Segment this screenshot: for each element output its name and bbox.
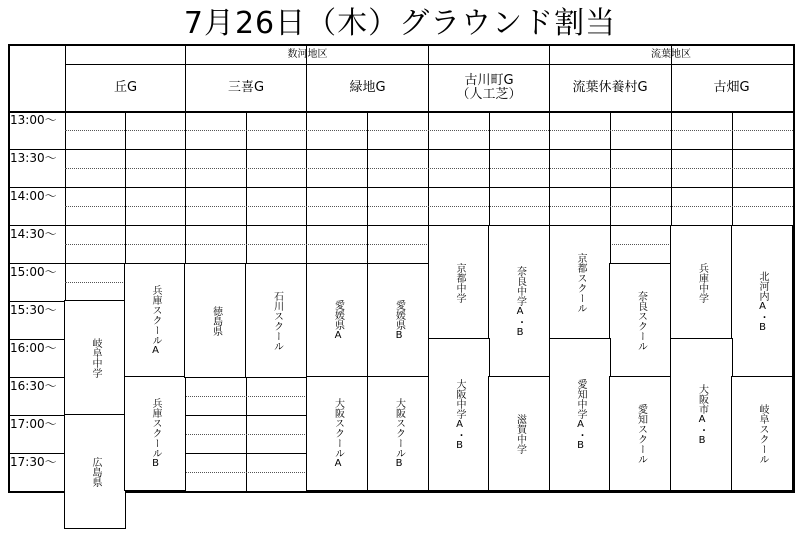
grid-line <box>8 187 793 188</box>
team-label: 奈良スクール <box>635 290 647 351</box>
time-label: 14:00〜 <box>10 189 57 203</box>
team-label: 広島県 <box>90 456 101 487</box>
team-label: 滋賀中学 <box>514 413 526 454</box>
team-block <box>549 338 611 491</box>
team-label: 愛知中学A・B <box>575 378 586 451</box>
field-header-furuhata: 古畑G <box>713 80 750 95</box>
team-label: 大阪スクールB <box>393 398 405 469</box>
team-label: 徳島県 <box>210 305 222 336</box>
team-label: 愛知スクール <box>635 403 647 464</box>
team-block <box>64 300 126 416</box>
team-block <box>367 376 430 491</box>
team-label: 兵庫スクールA <box>150 285 161 356</box>
team-block <box>306 376 369 491</box>
team-label: 石川スクール <box>271 290 283 351</box>
field-header-miki: 三喜G <box>227 80 265 95</box>
grid-subline <box>65 130 793 131</box>
team-label: 大阪中学A・B <box>454 378 465 451</box>
team-block <box>609 376 672 491</box>
field-header-furukawa: 古川町G （人工芝） <box>456 73 522 102</box>
region-label-sugo: 数河地区 <box>287 49 328 60</box>
team-block <box>124 376 186 491</box>
grid-subline <box>65 168 793 169</box>
time-label: 16:00〜 <box>10 341 57 355</box>
team-block <box>609 263 672 378</box>
grid-line <box>8 149 793 150</box>
field-header-ryokuchi: 緑地G <box>349 80 386 95</box>
team-block <box>367 263 430 378</box>
team-block <box>306 263 369 378</box>
time-label: 13:30〜 <box>10 151 57 165</box>
team-block <box>731 225 793 378</box>
team-block <box>245 263 308 378</box>
team-label: 岐阜スクール <box>757 403 768 464</box>
team-label: 兵庫スクールB <box>150 398 161 469</box>
time-label: 13:00〜 <box>10 113 57 127</box>
time-label: 16:30〜 <box>10 379 57 393</box>
team-label: 京都スクール <box>575 252 586 313</box>
time-label: 15:30〜 <box>10 303 57 317</box>
team-block <box>124 263 186 378</box>
team-label: 北河内A・B <box>757 270 768 333</box>
time-label: 15:00〜 <box>10 265 57 279</box>
grid-subline <box>65 206 793 207</box>
time-label: 17:30〜 <box>10 455 57 469</box>
team-label: 愛媛県B <box>393 300 405 341</box>
team-block <box>428 338 490 491</box>
time-label: 14:30〜 <box>10 227 57 241</box>
team-block <box>549 225 611 340</box>
team-block <box>64 414 126 529</box>
team-label: 兵庫中学 <box>696 262 708 303</box>
time-label: 17:00〜 <box>10 417 57 431</box>
team-label: 大阪市A・B <box>696 383 708 446</box>
team-block <box>670 225 733 340</box>
team-block <box>488 225 551 378</box>
field-header-oka: 丘G <box>113 80 138 95</box>
field-header-nagareha-kyuyomura: 流葉休養村G <box>572 80 648 95</box>
team-block <box>488 376 551 491</box>
team-block <box>428 225 490 340</box>
team-block <box>184 263 247 378</box>
region-label-nagareha: 流葉地区 <box>651 49 691 60</box>
team-block <box>670 338 733 491</box>
team-label: 岐阜中学 <box>90 338 101 378</box>
page-title: 7月26日（木）グラウンド割当 <box>183 6 617 41</box>
team-label: 奈良中学A・B <box>514 265 526 338</box>
grid-border <box>793 44 795 493</box>
team-label: 愛媛県A <box>332 300 344 341</box>
team-block <box>731 376 793 491</box>
team-label: 大阪スクールA <box>332 398 344 469</box>
team-label: 京都中学 <box>454 262 465 303</box>
